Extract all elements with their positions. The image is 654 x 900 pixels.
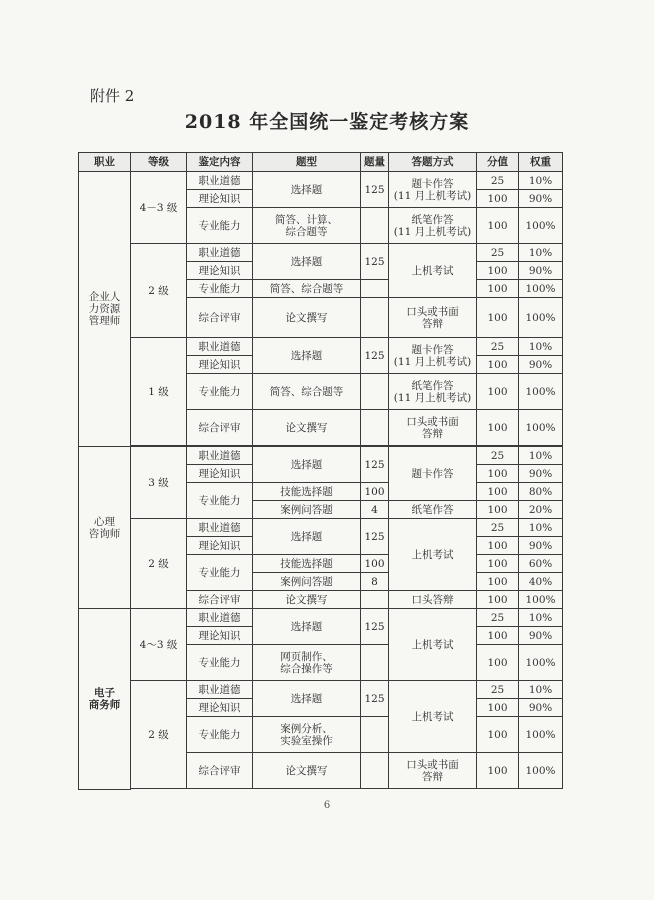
- table-row: 2 级 职业道德 选择题 125 上机考试 25 10%: [79, 244, 563, 262]
- table-row: 理论知识 100 90%: [79, 262, 563, 280]
- table-row: 专业能力 简答、综合题等 纸笔作答 (11 月上机考试) 100 100%: [79, 374, 563, 410]
- header-level: 等级: [131, 153, 187, 172]
- table-row: 专业能力 技能选择题 100 100 60%: [79, 555, 563, 573]
- occupation-cell: 企业人 力资源 管理师: [79, 172, 131, 447]
- header-question-type: 题型: [253, 153, 361, 172]
- header-occupation: 职业: [79, 153, 131, 172]
- table-row: 综合评审 论文撰写 口头答辩 100 100%: [79, 591, 563, 609]
- table-row: 案例问答题 8 100 40%: [79, 573, 563, 591]
- level-cell: 2 级: [131, 519, 187, 609]
- table-row: 理论知识 100 90%: [79, 627, 563, 645]
- header-score: 分值: [477, 153, 519, 172]
- table-row: 企业人 力资源 管理师 4－3 级 职业道德 选择题 125 题卡作答 (11 月上机考试) 25 10%: [79, 172, 563, 190]
- table-row: 理论知识 100 90%: [79, 190, 563, 208]
- table-row: 综合评审 论文撰写 口头或书面 答辩 100 100%: [79, 298, 563, 338]
- header-answer-method: 答题方式: [389, 153, 477, 172]
- table-row: 专业能力 简答、计算、 综合题等 纸笔作答 (11 月上机考试) 100 100%: [79, 208, 563, 244]
- page-number: 6: [323, 800, 331, 811]
- attachment-label: 附件 2: [90, 87, 135, 105]
- table-row: 综合评审 论文撰写 口头或书面 答辩 100 100%: [79, 753, 563, 789]
- table-row: 专业能力 简答、综合题等 100 100%: [79, 280, 563, 298]
- table-row: 理论知识 100 90%: [79, 465, 563, 483]
- header-content: 鉴定内容: [187, 153, 253, 172]
- table-row: 1 级 职业道德 选择题 125 题卡作答 (11 月上机考试) 25 10%: [79, 338, 563, 356]
- table-row: 理论知识 100 90%: [79, 699, 563, 717]
- level-cell: 2 级: [131, 244, 187, 338]
- header-question-count: 题量: [361, 153, 389, 172]
- occupation-cell: 电子 商务师: [79, 609, 131, 790]
- table-row: [79, 789, 563, 790]
- table-row: 专业能力 网页制作、 综合操作等 100 100%: [79, 645, 563, 681]
- table-row: 综合评审 论文撰写 口头或书面 答辩 100 100%: [79, 410, 563, 446]
- table-row: 心理 咨询师 3 级 职业道德 选择题 125 题卡作答 25 10%: [79, 447, 563, 465]
- header-weight: 权重: [519, 153, 563, 172]
- level-cell: 3 级: [131, 447, 187, 519]
- level-cell: 1 级: [131, 338, 187, 446]
- table-row: 理论知识 100 90%: [79, 356, 563, 374]
- table-row: 专业能力 技能选择题 100 100 80%: [79, 483, 563, 501]
- table-row: 2 级 职业道德 选择题 125 上机考试 25 10%: [79, 519, 563, 537]
- table-row: 2 级 职业道德 选择题 125 上机考试 25 10%: [79, 681, 563, 699]
- table-header-row: [79, 153, 563, 172]
- table-row: 电子 商务师 4～3 级 职业道德 选择题 125 上机考试 25 10%: [79, 609, 563, 627]
- level-cell: 2 级: [131, 681, 187, 789]
- table-row: 案例问答题 4 纸笔作答 100 20%: [79, 501, 563, 519]
- occupation-cell: 心理 咨询师: [79, 447, 131, 609]
- table-row: 理论知识 100 90%: [79, 537, 563, 555]
- document-title: 2018 年全国统一鉴定考核方案: [184, 111, 470, 133]
- assessment-plan-table: [78, 152, 563, 790]
- level-cell: 4－3 级: [131, 172, 187, 244]
- level-cell: 4～3 级: [131, 609, 187, 681]
- table-row: 专业能力 案例分析、 实验室操作 100 100%: [79, 717, 563, 753]
